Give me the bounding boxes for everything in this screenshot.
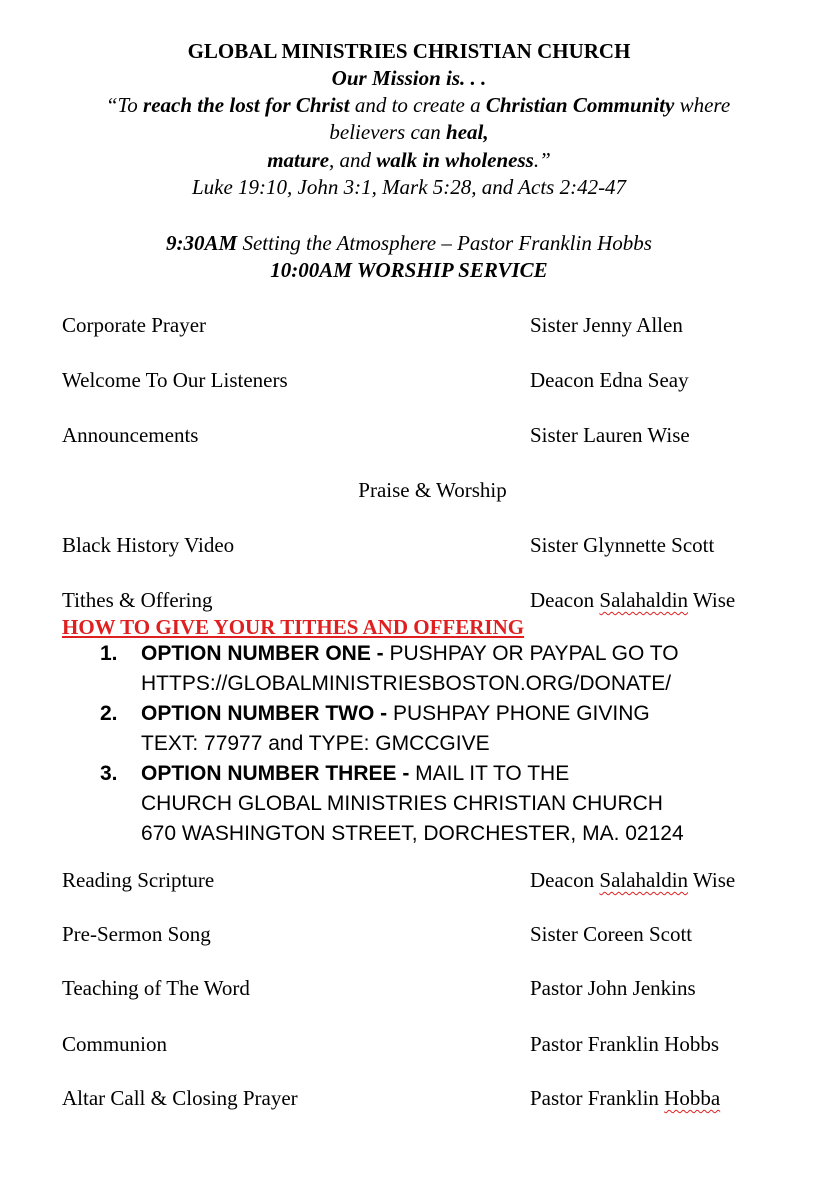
- program-leader: Pastor Franklin Hobbs: [530, 1032, 719, 1056]
- program-item: Altar Call & Closing Prayer: [62, 1086, 298, 1110]
- quote-text: and to create a: [349, 93, 486, 117]
- quote-emphasis-wholeness: walk in wholeness: [376, 148, 534, 172]
- praise-worship-row: [0, 476, 818, 504]
- quote-emphasis-mature: mature: [267, 148, 330, 172]
- program-item: Reading Scripture: [62, 868, 215, 892]
- option-text: PUSHPAY PHONE GIVING: [387, 702, 650, 725]
- giving-heading: HOW TO GIVE YOUR TITHES AND OFFERING: [62, 615, 525, 639]
- spellcheck-word[interactable]: Salahaldin: [599, 588, 689, 612]
- quote-text: where: [674, 93, 731, 117]
- program-row: [0, 1030, 818, 1058]
- quote-emphasis-reach: reach the lost for Christ: [143, 93, 350, 117]
- quote-emphasis-community: Christian Community: [485, 93, 675, 117]
- quote-open: “To: [105, 93, 144, 117]
- program-row: [0, 421, 818, 449]
- option-number: 1.: [100, 642, 118, 665]
- program-row: [0, 531, 818, 559]
- program-leader: [530, 586, 735, 614]
- program-row: [0, 311, 818, 339]
- option-number: 3.: [100, 762, 118, 785]
- program-leader: Deacon Edna Seay: [530, 368, 689, 392]
- option-number: 2.: [100, 702, 118, 725]
- program-item: Teaching of The Word: [62, 976, 250, 1000]
- program-leader: [530, 1084, 720, 1112]
- program-item-praise: Praise & Worship: [358, 478, 507, 502]
- option-url: HTTPS://GLOBALMINISTRIESBOSTON.ORG/DONATE/: [141, 672, 672, 695]
- spellcheck-word[interactable]: Salahaldin: [599, 868, 689, 892]
- program-row-altar: [0, 1084, 818, 1112]
- quote-emphasis-heal: heal,: [446, 120, 489, 144]
- leader-text: Deacon: [530, 588, 600, 612]
- program-item: Welcome To Our Listeners: [62, 368, 288, 392]
- option-line: [141, 759, 569, 789]
- quote-text: , and: [329, 148, 377, 172]
- quote-close: .”: [533, 148, 551, 172]
- pre-service-line: [0, 230, 818, 257]
- program-leader: Sister Glynnette Scott: [530, 533, 715, 557]
- mission-quote-line-1: [18, 92, 818, 119]
- spellcheck-word[interactable]: Hobba: [664, 1086, 721, 1110]
- option-address: 670 WASHINGTON STREET, DORCHESTER, MA. 02124: [141, 822, 684, 845]
- program-item: Pre-Sermon Song: [62, 922, 211, 946]
- church-title: GLOBAL MINISTRIES CHRISTIAN CHURCH: [187, 39, 631, 63]
- program-item: Black History Video: [62, 533, 235, 557]
- option-text: MAIL IT TO THE: [409, 762, 570, 785]
- leader-text: Wise: [688, 868, 736, 892]
- leader-text: Deacon: [530, 868, 600, 892]
- option-label: OPTION NUMBER TWO -: [141, 702, 388, 725]
- program-leader: Pastor John Jenkins: [530, 976, 696, 1000]
- program-row: [0, 920, 818, 948]
- mission-quote-line-2: [0, 119, 818, 146]
- option-text-2: TEXT: 77977 and TYPE: GMCCGIVE: [141, 732, 490, 755]
- worship-service-heading: 10:00AM WORSHIP SERVICE: [270, 258, 548, 282]
- mission-quote-line-3: [0, 147, 818, 174]
- program-row: [0, 366, 818, 394]
- program-row-reading: [0, 866, 818, 894]
- option-label: OPTION NUMBER THREE -: [141, 762, 410, 785]
- leader-text: Pastor Franklin: [530, 1086, 665, 1110]
- program-item: Tithes & Offering: [62, 588, 213, 612]
- option-line: [141, 639, 679, 669]
- mission-heading: Our Mission is. . .: [331, 66, 487, 90]
- option-text: PUSHPAY OR PAYPAL GO TO: [383, 642, 679, 665]
- option-line: [141, 699, 650, 729]
- program-item: Corporate Prayer: [62, 313, 207, 337]
- program-row-tithes: [0, 586, 818, 614]
- scripture-references: Luke 19:10, John 3:1, Mark 5:28, and Acts 2:42-47: [191, 175, 627, 199]
- program-item: Announcements: [62, 423, 199, 447]
- program-leader: Sister Coreen Scott: [530, 922, 693, 946]
- program-row: [0, 974, 818, 1002]
- option-text-2: CHURCH GLOBAL MINISTRIES CHRISTIAN CHURCH: [141, 792, 663, 815]
- quote-text: believers can: [329, 120, 447, 144]
- program-leader: Sister Jenny Allen: [530, 313, 683, 337]
- pre-service-text: Setting the Atmosphere – Pastor Franklin Hobbs: [237, 231, 652, 255]
- program-leader: Sister Lauren Wise: [530, 423, 690, 447]
- program-leader: [530, 866, 735, 894]
- pre-service-time: 9:30AM: [166, 231, 238, 255]
- leader-text: Wise: [688, 588, 736, 612]
- option-label: OPTION NUMBER ONE -: [141, 642, 384, 665]
- program-item: Communion: [62, 1032, 168, 1056]
